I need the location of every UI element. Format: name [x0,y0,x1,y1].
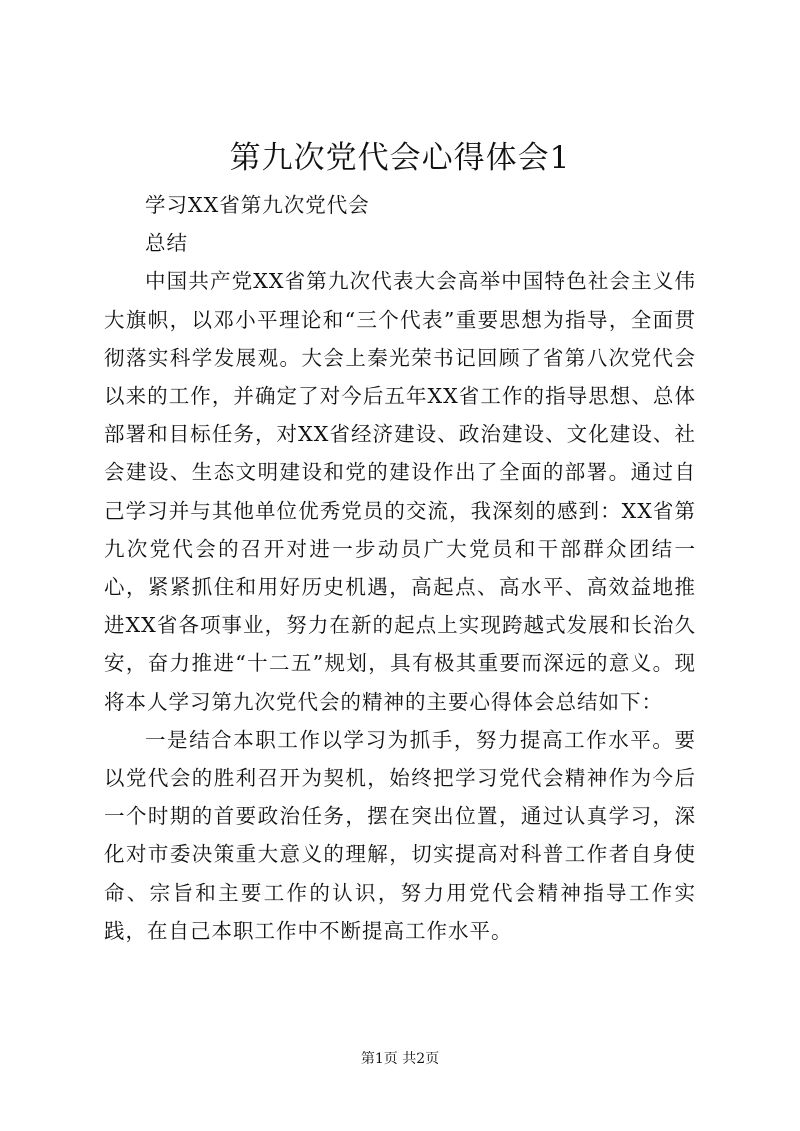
subtitle-line-summary: 总结 [145,231,188,256]
document-body [104,186,696,950]
body-paragraph-point-one: 一是结合本职工作以学习为抓手，努力提高工作水平。要以党代会的胜利召开为契机，始终把学习党代会精神作为今后一个时期的首要政治任务，摆在突出位置，通过认真学习，深化对市委决策重大意义的理解，切实提高对科普工作者自身使命、宗旨和主要工作的认识，努力用党代会精神指导工作实践，在自己本职工作中不断提高工作水平。 [104,727,696,943]
document-title: 第九次党代会心得体会1 [229,140,571,176]
page-footer: 第1页 共2页 [360,1051,440,1067]
body-paragraph-intro: 中国共产党XX省第九次代表大会高举中国特色社会主义伟大旗帜，以邓小平理论和“三个代表”重要思想为指导，全面贯彻落实科学发展观。大会上秦光荣书记回顾了省第八次党代会以来的工作，并确定了对今后五年XX省工作的指导思想、总体部署和目标任务，对XX省经济建设、政治建设、文化建设、社会建设、生态文明建设和党的建设作出了全面的部署。通过自己学习并与其他单位优秀党员的交流，我深刻的感到：XX省第九次党代会的召开对进一步动员广大党员和干部群众团结一心，紧紧抓住和用好历史机遇，高起点、高水平、高效益地推进XX省各项事业，努力在新的起点上实现跨越式发展和长治久安，奋力推进“十二五”规划，具有极其重要而深远的意义。现将本人学习第九次党代会的精神的主要心得体会总结如下： [104,269,696,714]
subtitle-line: 学习XX省第九次党代会 [145,193,370,217]
